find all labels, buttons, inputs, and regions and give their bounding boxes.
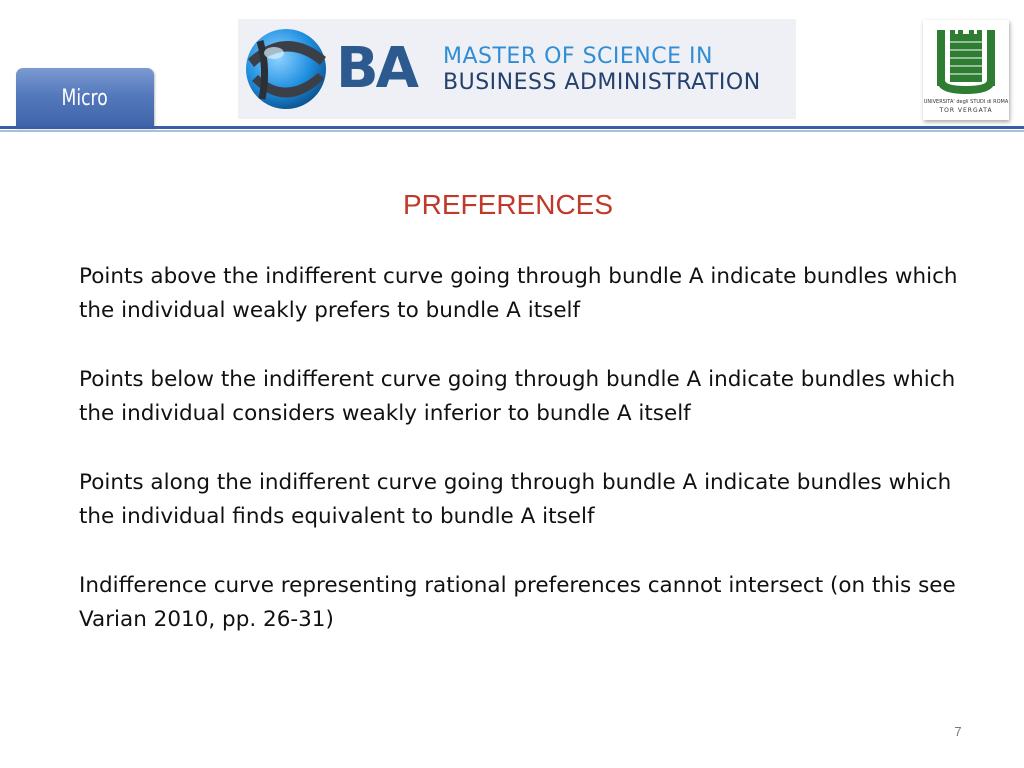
- university-caption-line-2: TOR VERGATA: [939, 107, 993, 114]
- banner-line-2: BUSINESS ADMINISTRATION: [443, 70, 761, 95]
- body-paragraph: Indifference curve representing rational preferences cannot intersect (on this see Varian 2010, pp. 26-31): [79, 572, 956, 632]
- mba-banner-logo: [238, 19, 796, 119]
- slide-header: [0, 0, 1024, 140]
- body-paragraph: Points along the indifferent curve going through bundle A indicate bundles which the individual finds equivalent to bundle A itself: [79, 469, 952, 530]
- university-logo: [923, 20, 1009, 120]
- body-paragraph: Points above the indifferent curve going through bundle A indicate bundles which the individual weakly prefers to bundle A itself: [79, 264, 958, 324]
- page-number: 7: [954, 724, 962, 739]
- slide-title: PREFERENCES: [402, 189, 614, 220]
- banner-line-1: MASTER OF SCIENCE IN: [443, 44, 713, 69]
- university-caption-line-1: UNIVERSITA' degli STUDI di ROMA: [923, 99, 1009, 105]
- brand-mark: BA: [336, 36, 417, 101]
- section-tab-label: Micro: [61, 85, 109, 111]
- section-tab[interactable]: [16, 68, 154, 128]
- tower-icon: [923, 20, 1009, 98]
- slide-body: [79, 260, 959, 672]
- sphere-icon: [238, 19, 338, 119]
- header-divider-shadow: [0, 130, 1024, 132]
- header-divider: [0, 126, 1024, 129]
- body-paragraph: Points below the indifferent curve going through bundle A indicate bundles which the individual considers weakly inferior to bundle A itself: [79, 366, 956, 427]
